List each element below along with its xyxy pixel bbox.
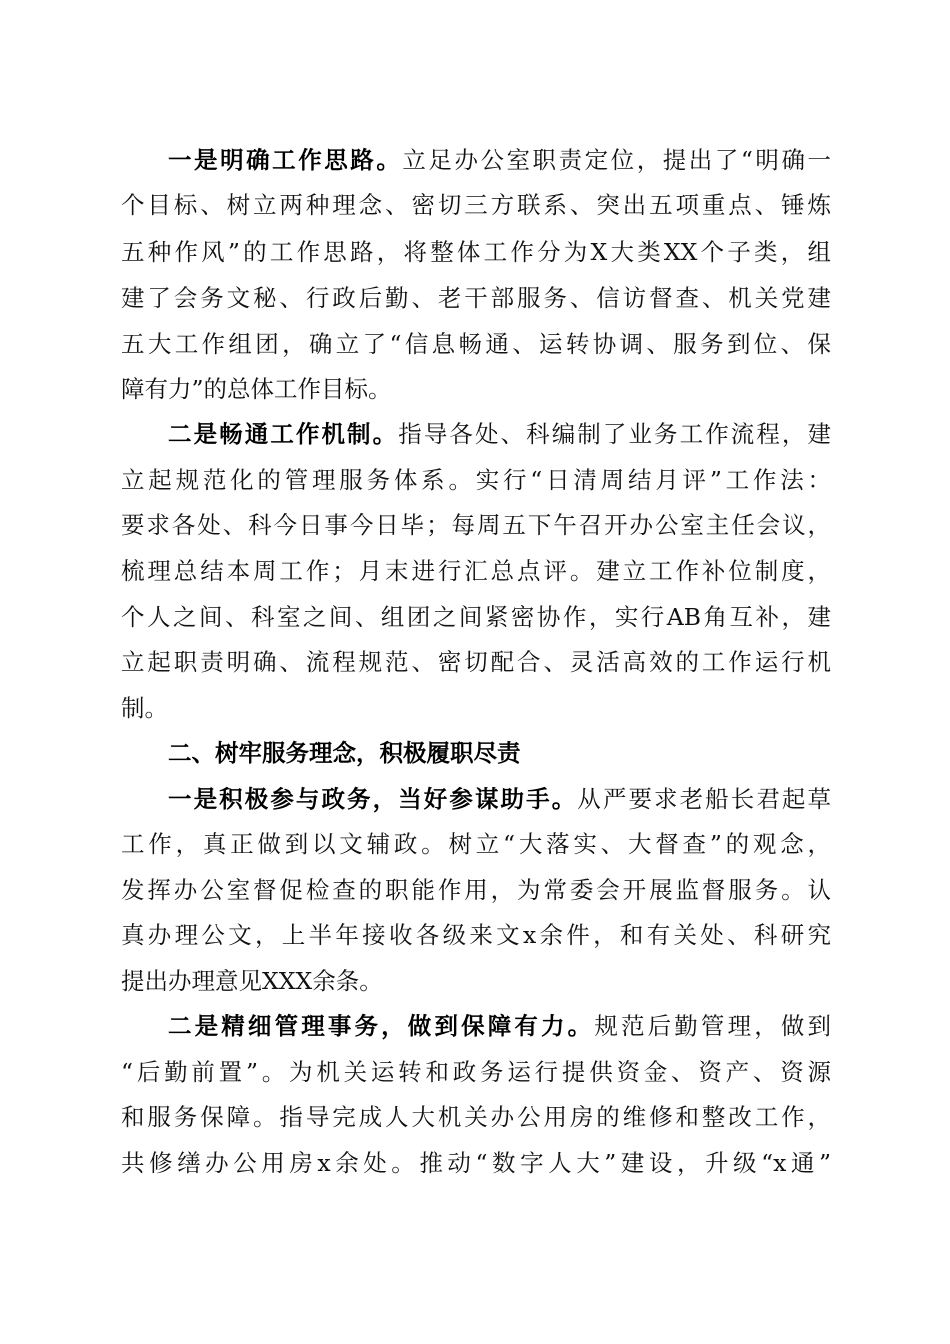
paragraph-lead: 二是精细管理事务，做到保障有力。 — [168, 1012, 595, 1040]
paragraph-1-line-4: 建了会务文秘、行政后勤、老干部服务、信访督查、机关党建 — [121, 284, 831, 312]
paragraph-3-line-1: 一是积极参与政务，当好参谋助手。从严要求老船长君起草 — [168, 785, 832, 813]
paragraph-1-line-2: 个目标、树立两种理念、密切三方联系、突出五项重点、锤炼 — [121, 191, 831, 219]
paragraph-lead: 一是积极参与政务，当好参谋助手。 — [168, 785, 578, 813]
paragraph-4-line-3: 和服务保障。指导完成人大机关办公用房的维修和整改工作， — [121, 1103, 831, 1131]
paragraph-1-line-3: 五种作风”的工作思路，将整体工作分为X大类XX个子类，组 — [121, 238, 831, 266]
paragraph-lead: 二是畅通工作机制。 — [168, 420, 399, 448]
paragraph-2-line-6: 立起职责明确、流程规范、密切配合、灵活高效的工作运行机 — [121, 648, 831, 676]
paragraph-2-line-3: 要求各处、科今日事今日毕；每周五下午召开办公室主任会议， — [121, 511, 831, 539]
section-heading: 二、树牢服务理念，积极履职尽责 — [168, 739, 521, 767]
paragraph-1-line-5: 五大工作组团，确立了“信息畅通、运转协调、服务到位、保 — [121, 330, 831, 358]
paragraph-3-line-4: 真办理公文，上半年接收各级来文x余件，和有关处、科研究 — [121, 921, 831, 949]
paragraph-lead: 一是明确工作思路。 — [168, 146, 403, 174]
paragraph-2-line-4: 梳理总结本周工作；月末进行汇总点评。建立工作补位制度， — [121, 557, 831, 585]
paragraph-3-line-5: 提出办理意见XXX余条。 — [121, 967, 383, 995]
paragraph-4-line-4: 共修缮办公用房x余处。推动“数字人大”建设，升级“x通” — [121, 1149, 831, 1177]
paragraph-3-line-2: 工作，真正做到以文辅政。树立“大落实、大督查”的观念， — [121, 830, 831, 858]
paragraph-2-line-5: 个人之间、科室之间、组团之间紧密协作，实行AB角互补，建 — [121, 603, 831, 631]
paragraph-1-line-6: 障有力”的总体工作目标。 — [121, 375, 392, 403]
paragraph-4-line-2: “后勤前置”。为机关运转和政务运行提供资金、资产、资源 — [121, 1058, 831, 1086]
paragraph-4-line-1: 二是精细管理事务，做到保障有力。规范后勤管理，做到 — [168, 1012, 832, 1040]
paragraph-1-line-1: 一是明确工作思路。立足办公室职责定位，提出了“明确一 — [168, 146, 832, 174]
paragraph-3-line-3: 发挥办公室督促检查的职能作用，为常委会开展监督服务。认 — [121, 876, 831, 904]
paragraph-2-line-7: 制。 — [121, 694, 168, 722]
paragraph-2-line-1: 二是畅通工作机制。指导各处、科编制了业务工作流程，建 — [168, 420, 832, 448]
paragraph-2-line-2: 立起规范化的管理服务体系。实行“日清周结月评”工作法： — [121, 466, 831, 494]
